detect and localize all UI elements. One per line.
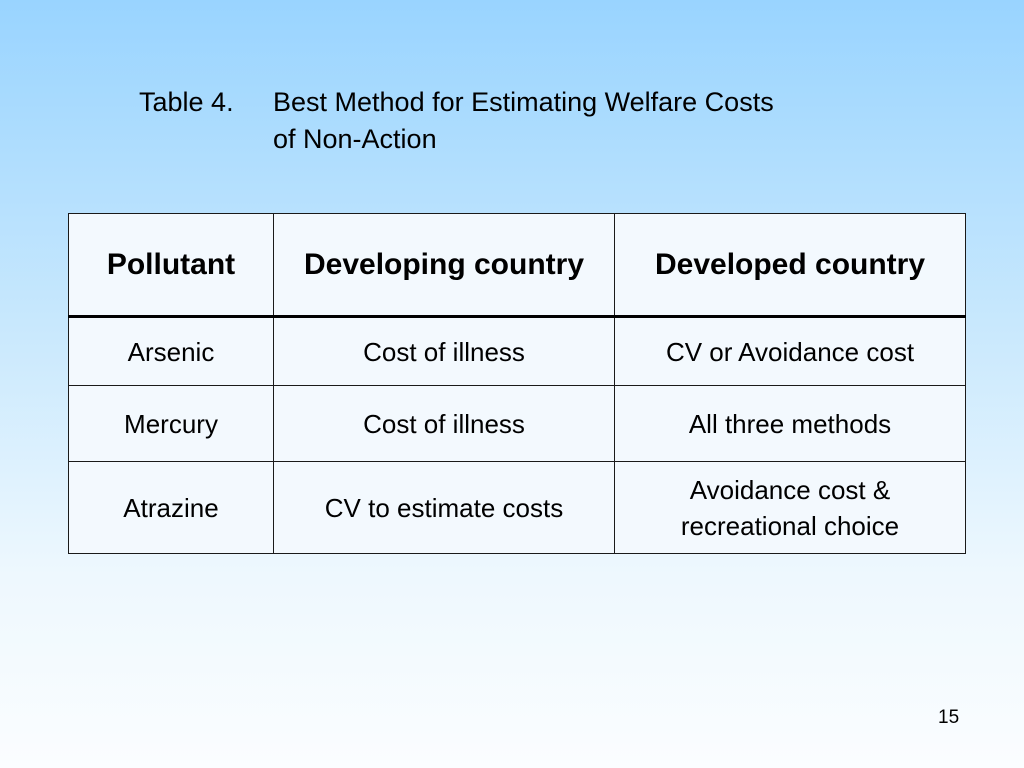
cell-developing: Cost of illness: [274, 317, 615, 386]
cell-pollutant: Arsenic: [69, 317, 274, 386]
slide-title: [139, 84, 774, 158]
title-line-2: of Non-Action: [273, 124, 437, 154]
cell-developed: Avoidance cost & recreational choice: [615, 462, 966, 554]
cell-pollutant: Atrazine: [69, 462, 274, 554]
title-line-1: Best Method for Estimating Welfare Costs: [273, 87, 774, 117]
header-developing-country: Developing country: [274, 214, 615, 317]
table-row: [69, 317, 966, 386]
header-developed-country: Developed country: [615, 214, 966, 317]
cell-pollutant: Mercury: [69, 386, 274, 462]
table-row: [69, 462, 966, 554]
welfare-costs-table: [68, 213, 966, 554]
title-text: [273, 84, 774, 158]
cell-developing: CV to estimate costs: [274, 462, 615, 554]
page-number: 15: [938, 707, 960, 728]
cell-developed: CV or Avoidance cost: [615, 317, 966, 386]
cell-developing: Cost of illness: [274, 386, 615, 462]
cell-developed: All three methods: [615, 386, 966, 462]
header-pollutant: Pollutant: [69, 214, 274, 317]
table-number: Table 4.: [139, 87, 234, 117]
table-row: [69, 386, 966, 462]
table-header-row: [69, 214, 966, 317]
